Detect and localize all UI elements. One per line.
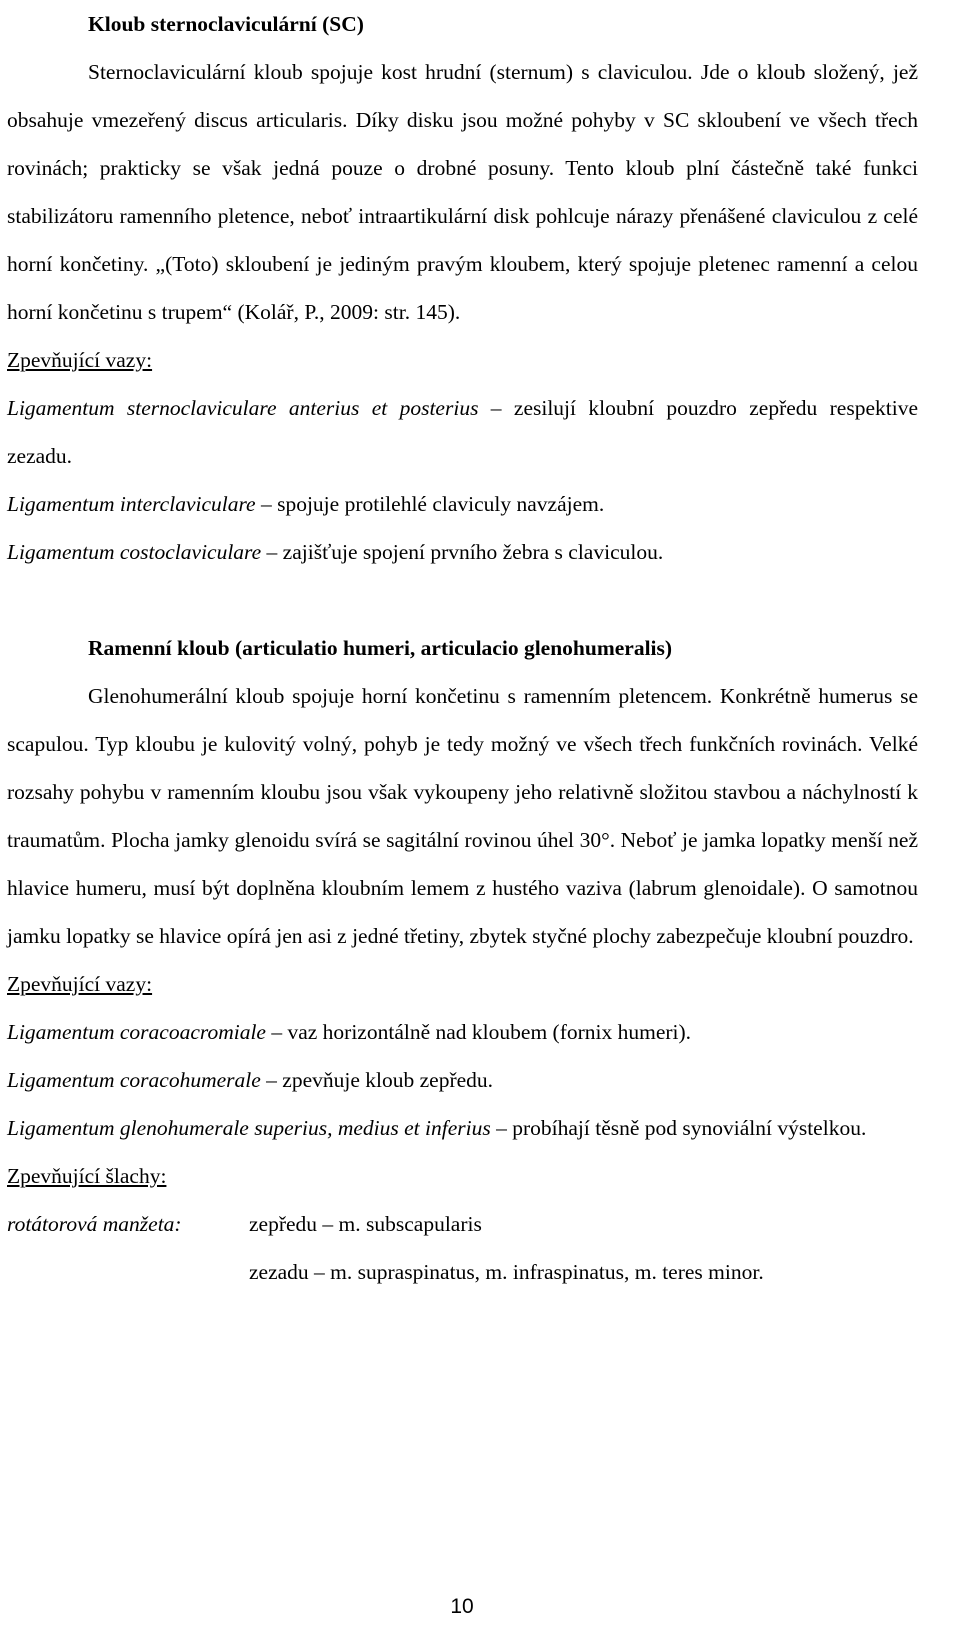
rotator-cuff-front-text: zepředu – m. subscapularis	[249, 1212, 482, 1236]
rotator-cuff-label: rotátorová manžeta:	[7, 1212, 182, 1236]
paragraph-gh: Glenohumerální kloub spojuje horní končetinu s ramenním pletencem. Konkrétně humerus se scapulou. Typ kloubu je kulovitý volný, pohyb je tedy možný ve všech třech funkčních rovinách. Velké rozsahy pohybu v ramenním kloubu jsou však vykoupeny jeho relativně složitou stavbou a náchylností k traumatům. Plocha jamky glenoidu svírá se sagitální rovinou úhel 30°. Neboť je jamka lopatky menší než hlavice humeru, musí být doplněna kloubním lemem z hustého vaziva (labrum glenoidale). O samotnou jamku lopatky se hlavice opírá jen asi z jedné třetiny, zbytek styčné plochy zabezpečuje kloubní pouzdro.	[7, 684, 918, 948]
ligament-coracoacromiale	[7, 1008, 918, 1056]
section-gap	[7, 576, 918, 624]
section-heading-gh: Ramenní kloub (articulatio humeri, articulacio glenohumeralis)	[88, 636, 673, 660]
rotator-cuff-back	[7, 1248, 918, 1296]
ligament-description: – vaz horizontálně nad kloubem (fornix humeri).	[265, 1020, 692, 1044]
section-heading-sc: Kloub sternoclaviculární (SC)	[88, 12, 364, 36]
ligament-name: Ligamentum glenohumerale superius, medius et inferius	[7, 1116, 491, 1140]
ligament-interclaviculare	[7, 480, 918, 528]
rotator-cuff-front	[7, 1200, 918, 1248]
rotator-cuff-back-text: zezadu – m. supraspinatus, m. infraspinatus, m. teres minor.	[249, 1260, 764, 1284]
ligament-name: Ligamentum costoclaviculare	[7, 540, 262, 564]
ligament-name: Ligamentum coracoacromiale	[7, 1020, 266, 1044]
ligament-glenohumerale	[7, 1104, 918, 1152]
page-content	[7, 0, 918, 1296]
ligament-description: – zajišťuje spojení prvního žebra s claviculou.	[261, 540, 664, 564]
subheading-sc-ligaments: Zpevňující vazy:	[7, 348, 153, 372]
page-number: 10	[450, 1595, 474, 1618]
ligament-description: – zpevňuje kloub zepředu.	[260, 1068, 494, 1092]
ligament-costoclaviculare	[7, 528, 918, 576]
ligament-name: Ligamentum sternoclaviculare anterius et posterius	[7, 396, 479, 420]
ligament-description: – spojuje protilehlé claviculy navzájem.	[255, 492, 605, 516]
ligament-coracohumerale	[7, 1056, 918, 1104]
paragraph-sc: Sternoclaviculární kloub spojuje kost hrudní (sternum) s claviculou. Jde o kloub složený, jež obsahuje vmezeřený discus articularis. Díky disku jsou možné pohyby v SC skloubení ve všech třech rovinách; prakticky se však jedná pouze o drobné posuny. Tento kloub plní částečně také funkci stabilizátoru ramenního pletence, neboť intraartikulární disk pohlcuje nárazy přenášené claviculou z celé horní končetiny. „(Toto) skloubení je jediným pravým kloubem, který spojuje pletenec ramenní a celou horní končetinu s trupem“ (Kolář, P., 2009: str. 145).	[7, 60, 918, 324]
subheading-gh-tendons: Zpevňující šlachy:	[7, 1164, 167, 1188]
subheading-gh-ligaments: Zpevňující vazy:	[7, 972, 153, 996]
ligament-description: – probíhají těsně pod synoviální výstelkou.	[490, 1116, 867, 1140]
rotator-cuff-spacer	[7, 1248, 249, 1296]
ligament-sternoclaviculare	[7, 384, 918, 480]
ligament-description: – zesilují kloubní pouzdro zepředu respektive zezadu.	[7, 396, 918, 468]
ligament-name: Ligamentum interclaviculare	[7, 492, 256, 516]
ligament-name: Ligamentum coracohumerale	[7, 1068, 261, 1092]
